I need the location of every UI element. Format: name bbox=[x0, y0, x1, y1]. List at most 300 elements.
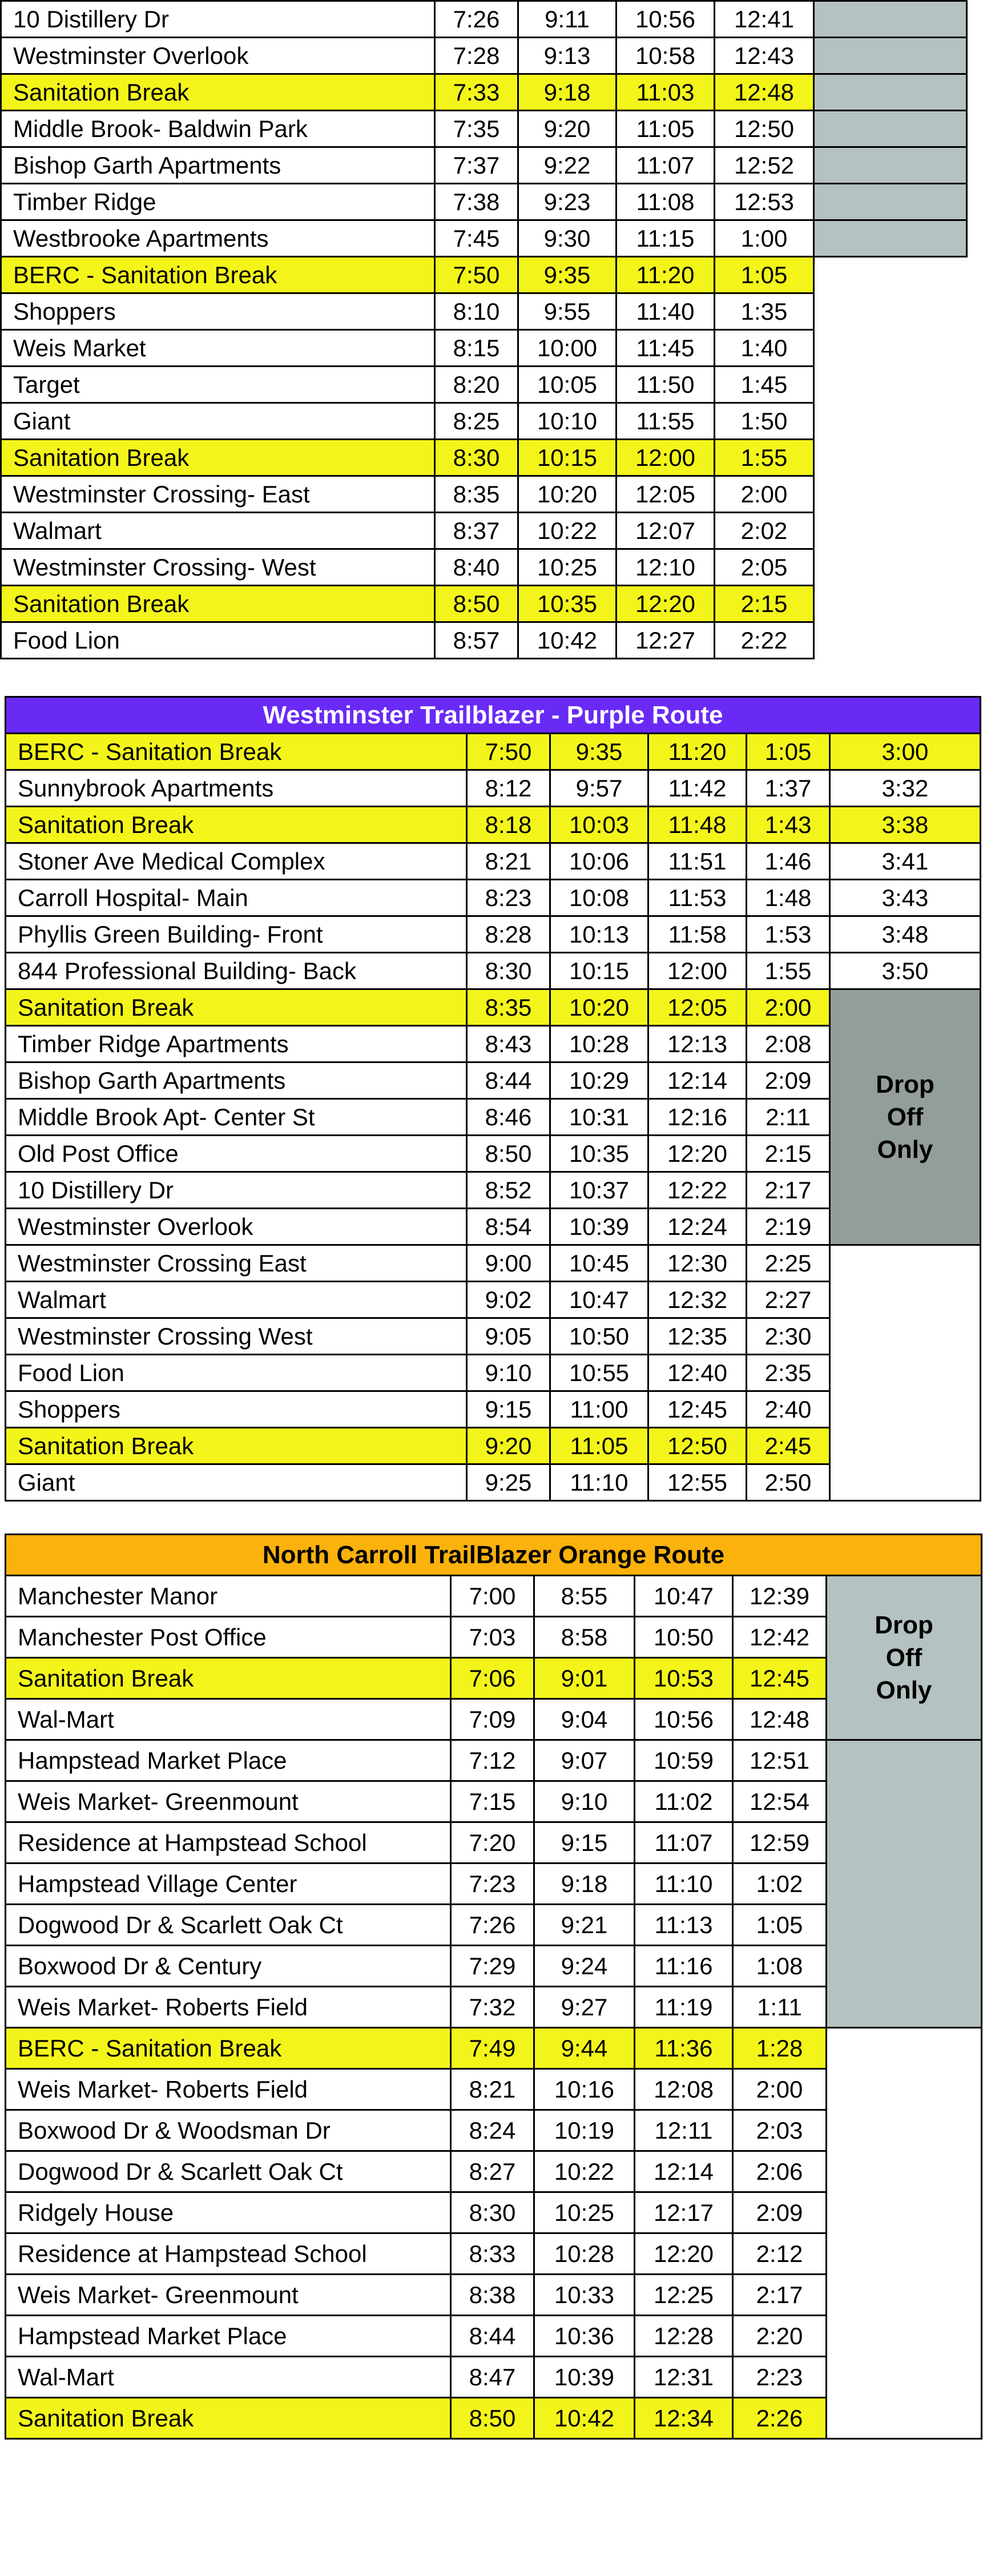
departure-time: 10:13 bbox=[550, 916, 648, 953]
stop-name: Sanitation Break bbox=[6, 1658, 451, 1699]
departure-time: 7:26 bbox=[451, 1905, 534, 1946]
table-row bbox=[1, 549, 967, 586]
stop-name: BERC - Sanitation Break bbox=[6, 2028, 451, 2069]
departure-time: 11:20 bbox=[648, 734, 747, 770]
stop-name: Walmart bbox=[1, 513, 435, 549]
departure-time: 9:57 bbox=[550, 770, 648, 807]
departure-time: 8:28 bbox=[467, 916, 550, 953]
departure-time: 7:12 bbox=[451, 1740, 534, 1781]
stop-name: Bishop Garth Apartments bbox=[6, 1062, 467, 1099]
table-row bbox=[1, 111, 967, 147]
departure-time: 12:40 bbox=[648, 1355, 747, 1391]
departure-time: 8:47 bbox=[451, 2357, 534, 2398]
departure-time: 1:43 bbox=[747, 807, 830, 843]
departure-time: 1:05 bbox=[747, 734, 830, 770]
departure-time: 8:12 bbox=[467, 770, 550, 807]
stop-name: Residence at Hampstead School bbox=[6, 1822, 451, 1863]
route-title: North Carroll TrailBlazer Orange Route bbox=[6, 1535, 982, 1576]
departure-time: 10:33 bbox=[534, 2275, 635, 2316]
table-row bbox=[6, 843, 981, 880]
side-cell bbox=[814, 513, 967, 549]
stop-name: Dogwood Dr & Scarlett Oak Ct bbox=[6, 1905, 451, 1946]
stop-name: Shoppers bbox=[6, 1391, 467, 1428]
departure-time: 11:15 bbox=[617, 220, 715, 257]
side-cell bbox=[814, 220, 967, 257]
departure-time: 1:05 bbox=[733, 1905, 827, 1946]
drop-off-word: Off bbox=[887, 1102, 924, 1131]
departure-time: 12:53 bbox=[715, 184, 814, 220]
departure-time: 8:44 bbox=[467, 1062, 550, 1099]
table-row bbox=[1, 330, 967, 367]
departure-time: 10:10 bbox=[518, 403, 617, 440]
drop-off-word: Off bbox=[885, 1643, 922, 1672]
stop-name: Giant bbox=[1, 403, 435, 440]
departure-time: 10:55 bbox=[550, 1355, 648, 1391]
departure-time: 9:18 bbox=[534, 1863, 635, 1905]
departure-time: 11:16 bbox=[635, 1946, 733, 1987]
departure-time: 9:13 bbox=[518, 38, 617, 74]
departure-time: 1:55 bbox=[715, 440, 814, 476]
departure-time: 11:02 bbox=[635, 1781, 733, 1822]
departure-time: 1:46 bbox=[747, 843, 830, 880]
departure-time: 12:48 bbox=[715, 74, 814, 111]
departure-time: 10:42 bbox=[534, 2398, 635, 2439]
departure-time: 7:20 bbox=[451, 1822, 534, 1863]
departure-time: 2:30 bbox=[747, 1318, 830, 1355]
departure-time: 10:56 bbox=[635, 1699, 733, 1740]
departure-time: 9:30 bbox=[518, 220, 617, 257]
stop-name: Sanitation Break bbox=[6, 1428, 467, 1464]
departure-time: 10:15 bbox=[518, 440, 617, 476]
stop-name: Phyllis Green Building- Front bbox=[6, 916, 467, 953]
stop-name: Sanitation Break bbox=[1, 440, 435, 476]
departure-time: 9:11 bbox=[518, 1, 617, 38]
departure-time: 2:50 bbox=[747, 1464, 830, 1501]
departure-time: 10:58 bbox=[617, 38, 715, 74]
departure-time: 11:03 bbox=[617, 74, 715, 111]
departure-time: 7:32 bbox=[451, 1987, 534, 2028]
stop-name: Sanitation Break bbox=[1, 74, 435, 111]
departure-time: 11:58 bbox=[648, 916, 747, 953]
departure-time: 7:09 bbox=[451, 1699, 534, 1740]
departure-time: 12:00 bbox=[648, 953, 747, 989]
departure-time: 1:08 bbox=[733, 1946, 827, 1987]
table-row bbox=[1, 622, 967, 659]
departure-time: 9:20 bbox=[467, 1428, 550, 1464]
departure-time: 9:07 bbox=[534, 1740, 635, 1781]
departure-time: 11:05 bbox=[550, 1428, 648, 1464]
table-row bbox=[1, 476, 967, 513]
departure-time: 10:22 bbox=[518, 513, 617, 549]
departure-time: 8:20 bbox=[435, 367, 518, 403]
departure-time: 2:09 bbox=[747, 1062, 830, 1099]
departure-time: 7:49 bbox=[451, 2028, 534, 2069]
table-row bbox=[1, 440, 967, 476]
table-row bbox=[1, 403, 967, 440]
departure-time: 2:05 bbox=[715, 549, 814, 586]
departure-time: 12:52 bbox=[715, 147, 814, 184]
stop-name: Boxwood Dr & Woodsman Dr bbox=[6, 2110, 451, 2151]
side-cell bbox=[814, 147, 967, 184]
departure-time: 12:20 bbox=[617, 586, 715, 622]
departure-time: 9:25 bbox=[467, 1464, 550, 1501]
stop-name: Westminster Overlook bbox=[6, 1209, 467, 1245]
departure-time: 12:54 bbox=[733, 1781, 827, 1822]
stop-name: Sanitation Break bbox=[6, 807, 467, 843]
side-cell bbox=[814, 549, 967, 586]
table-row bbox=[6, 734, 981, 770]
departure-time: 1:50 bbox=[715, 403, 814, 440]
stop-name: Weis Market- Roberts Field bbox=[6, 1987, 451, 2028]
departure-time: 2:06 bbox=[733, 2151, 827, 2192]
departure-time: 12:32 bbox=[648, 1282, 747, 1318]
departure-time: 10:22 bbox=[534, 2151, 635, 2192]
stop-name: Boxwood Dr & Century bbox=[6, 1946, 451, 1987]
stop-name: Westminster Overlook bbox=[1, 38, 435, 74]
departure-time: 1:00 bbox=[715, 220, 814, 257]
departure-time: 8:21 bbox=[451, 2069, 534, 2110]
table-row bbox=[1, 74, 967, 111]
stop-name: Westminster Crossing- West bbox=[1, 549, 435, 586]
table-row bbox=[1, 38, 967, 74]
table-row bbox=[6, 916, 981, 953]
departure-time: 11:08 bbox=[617, 184, 715, 220]
departure-time: 12:25 bbox=[635, 2275, 733, 2316]
departure-time: 9:24 bbox=[534, 1946, 635, 1987]
departure-time: 1:05 bbox=[715, 257, 814, 293]
departure-time: 8:38 bbox=[451, 2275, 534, 2316]
stop-name: Hampstead Village Center bbox=[6, 1863, 451, 1905]
departure-time: 3:41 bbox=[830, 843, 981, 880]
departure-time: 7:35 bbox=[435, 111, 518, 147]
departure-time: 12:48 bbox=[733, 1699, 827, 1740]
departure-time: 1:55 bbox=[747, 953, 830, 989]
departure-time: 9:35 bbox=[550, 734, 648, 770]
departure-time: 12:42 bbox=[733, 1617, 827, 1658]
departure-time: 10:35 bbox=[518, 586, 617, 622]
departure-time: 11:07 bbox=[635, 1822, 733, 1863]
departure-time: 12:24 bbox=[648, 1209, 747, 1245]
departure-time: 12:17 bbox=[635, 2192, 733, 2233]
departure-time: 10:06 bbox=[550, 843, 648, 880]
departure-time: 12:05 bbox=[648, 989, 747, 1026]
table-row bbox=[6, 770, 981, 807]
departure-time: 2:15 bbox=[715, 586, 814, 622]
table-row bbox=[1, 257, 967, 293]
stop-name: Food Lion bbox=[1, 622, 435, 659]
departure-time: 8:25 bbox=[435, 403, 518, 440]
departure-time: 11:05 bbox=[617, 111, 715, 147]
table-row bbox=[6, 953, 981, 989]
table-row bbox=[1, 513, 967, 549]
stop-name: Westminster Crossing East bbox=[6, 1245, 467, 1282]
departure-time: 12:14 bbox=[635, 2151, 733, 2192]
side-cell bbox=[814, 38, 967, 74]
departure-time: 10:45 bbox=[550, 1245, 648, 1282]
departure-time: 8:18 bbox=[467, 807, 550, 843]
departure-time: 10:50 bbox=[550, 1318, 648, 1355]
departure-time: 9:18 bbox=[518, 74, 617, 111]
side-cell bbox=[814, 74, 967, 111]
departure-time: 10:25 bbox=[534, 2192, 635, 2233]
departure-time: 1:53 bbox=[747, 916, 830, 953]
departure-time: 12:16 bbox=[648, 1099, 747, 1136]
departure-time: 2:19 bbox=[747, 1209, 830, 1245]
departure-time: 3:38 bbox=[830, 807, 981, 843]
departure-time: 7:15 bbox=[451, 1781, 534, 1822]
departure-time: 7:06 bbox=[451, 1658, 534, 1699]
departure-time: 12:00 bbox=[617, 440, 715, 476]
table-row bbox=[1, 184, 967, 220]
departure-time: 8:52 bbox=[467, 1172, 550, 1209]
departure-time: 1:11 bbox=[733, 1987, 827, 2028]
departure-time: 2:11 bbox=[747, 1099, 830, 1136]
departure-time: 7:50 bbox=[435, 257, 518, 293]
stop-name: 10 Distillery Dr bbox=[6, 1172, 467, 1209]
side-cell bbox=[814, 293, 967, 330]
table-row bbox=[1, 293, 967, 330]
side-cell bbox=[814, 257, 967, 293]
departure-time: 8:54 bbox=[467, 1209, 550, 1245]
departure-time: 11:07 bbox=[617, 147, 715, 184]
departure-time: 1:48 bbox=[747, 880, 830, 916]
table-row bbox=[6, 807, 981, 843]
stop-name: Manchester Manor bbox=[6, 1576, 451, 1617]
departure-time: 11:19 bbox=[635, 1987, 733, 2028]
departure-time: 9:27 bbox=[534, 1987, 635, 2028]
departure-time: 9:05 bbox=[467, 1318, 550, 1355]
table-row bbox=[1, 147, 967, 184]
departure-time: 3:50 bbox=[830, 953, 981, 989]
departure-time: 10:53 bbox=[635, 1658, 733, 1699]
departure-time: 10:05 bbox=[518, 367, 617, 403]
stop-name: Weis Market bbox=[1, 330, 435, 367]
departure-time: 10:37 bbox=[550, 1172, 648, 1209]
stop-name: Carroll Hospital- Main bbox=[6, 880, 467, 916]
stop-name: Weis Market- Greenmount bbox=[6, 1781, 451, 1822]
drop-off-word: Only bbox=[877, 1136, 933, 1164]
departure-time: 12:07 bbox=[617, 513, 715, 549]
departure-time: 12:20 bbox=[635, 2233, 733, 2275]
departure-time: 12:35 bbox=[648, 1318, 747, 1355]
drop-off-word: Drop bbox=[875, 1611, 933, 1639]
route-title: Westminster Trailblazer - Purple Route bbox=[6, 697, 981, 734]
stop-name: Stoner Ave Medical Complex bbox=[6, 843, 467, 880]
departure-time: 8:46 bbox=[467, 1099, 550, 1136]
departure-time: 9:15 bbox=[534, 1822, 635, 1863]
stop-name: Weis Market- Roberts Field bbox=[6, 2069, 451, 2110]
departure-time: 2:00 bbox=[715, 476, 814, 513]
departure-time: 8:44 bbox=[451, 2316, 534, 2357]
stop-name: Shoppers bbox=[1, 293, 435, 330]
departure-time: 12:27 bbox=[617, 622, 715, 659]
departure-time: 2:08 bbox=[747, 1026, 830, 1062]
departure-time: 7:45 bbox=[435, 220, 518, 257]
stop-name: Wal-Mart bbox=[6, 2357, 451, 2398]
schedule-table-continued bbox=[0, 0, 968, 659]
departure-time: 9:00 bbox=[467, 1245, 550, 1282]
departure-time: 8:40 bbox=[435, 549, 518, 586]
departure-time: 12:10 bbox=[617, 549, 715, 586]
table-row bbox=[1, 586, 967, 622]
departure-time: 12:41 bbox=[715, 1, 814, 38]
departure-time: 9:04 bbox=[534, 1699, 635, 1740]
stop-name: Westminster Crossing West bbox=[6, 1318, 467, 1355]
departure-time: 7:28 bbox=[435, 38, 518, 74]
departure-time: 9:10 bbox=[534, 1781, 635, 1822]
departure-time: 1:45 bbox=[715, 367, 814, 403]
departure-time: 7:33 bbox=[435, 74, 518, 111]
departure-time: 8:30 bbox=[435, 440, 518, 476]
departure-time: 11:10 bbox=[635, 1863, 733, 1905]
side-cell bbox=[814, 111, 967, 147]
departure-time: 2:17 bbox=[747, 1172, 830, 1209]
departure-time: 9:55 bbox=[518, 293, 617, 330]
departure-time: 11:50 bbox=[617, 367, 715, 403]
table-row bbox=[1, 367, 967, 403]
departure-time: 8:55 bbox=[534, 1576, 635, 1617]
stop-name: Sanitation Break bbox=[1, 586, 435, 622]
departure-time: 2:40 bbox=[747, 1391, 830, 1428]
stop-name: Food Lion bbox=[6, 1355, 467, 1391]
table-row bbox=[1, 220, 967, 257]
departure-time: 8:10 bbox=[435, 293, 518, 330]
stop-name: Manchester Post Office bbox=[6, 1617, 451, 1658]
departure-time: 12:43 bbox=[715, 38, 814, 74]
departure-time: 8:57 bbox=[435, 622, 518, 659]
departure-time: 3:43 bbox=[830, 880, 981, 916]
stop-name: Sanitation Break bbox=[6, 989, 467, 1026]
departure-time: 8:15 bbox=[435, 330, 518, 367]
departure-time: 9:21 bbox=[534, 1905, 635, 1946]
departure-time: 11:40 bbox=[617, 293, 715, 330]
departure-time: 10:31 bbox=[550, 1099, 648, 1136]
departure-time: 12:45 bbox=[733, 1658, 827, 1699]
departure-time: 10:20 bbox=[518, 476, 617, 513]
stop-name: Ridgely House bbox=[6, 2192, 451, 2233]
departure-time: 8:37 bbox=[435, 513, 518, 549]
departure-time: 12:51 bbox=[733, 1740, 827, 1781]
departure-time: 12:08 bbox=[635, 2069, 733, 2110]
departure-time: 9:01 bbox=[534, 1658, 635, 1699]
stop-name: Weis Market- Greenmount bbox=[6, 2275, 451, 2316]
departure-time: 10:16 bbox=[534, 2069, 635, 2110]
departure-time: 12:31 bbox=[635, 2357, 733, 2398]
stop-name: Old Post Office bbox=[6, 1136, 467, 1172]
departure-time: 7:26 bbox=[435, 1, 518, 38]
departure-time: 10:47 bbox=[550, 1282, 648, 1318]
departure-time: 10:56 bbox=[617, 1, 715, 38]
departure-time: 2:45 bbox=[747, 1428, 830, 1464]
departure-time: 8:24 bbox=[451, 2110, 534, 2151]
departure-time: 7:50 bbox=[467, 734, 550, 770]
departure-time: 9:02 bbox=[467, 1282, 550, 1318]
side-cell bbox=[814, 476, 967, 513]
departure-time: 12:11 bbox=[635, 2110, 733, 2151]
departure-time: 11:45 bbox=[617, 330, 715, 367]
departure-time: 12:05 bbox=[617, 476, 715, 513]
departure-time: 10:25 bbox=[518, 549, 617, 586]
table-row bbox=[1, 1, 967, 38]
drop-off-word: Drop bbox=[876, 1070, 934, 1098]
drop-off-word: Only bbox=[876, 1676, 932, 1705]
departure-time: 2:15 bbox=[747, 1136, 830, 1172]
departure-time: 3:00 bbox=[830, 734, 981, 770]
stop-name: Wal-Mart bbox=[6, 1699, 451, 1740]
departure-time: 11:55 bbox=[617, 403, 715, 440]
side-cell bbox=[814, 403, 967, 440]
departure-time: 2:12 bbox=[733, 2233, 827, 2275]
departure-time: 10:35 bbox=[550, 1136, 648, 1172]
departure-time: 10:36 bbox=[534, 2316, 635, 2357]
departure-time: 9:44 bbox=[534, 2028, 635, 2069]
departure-time: 8:33 bbox=[451, 2233, 534, 2275]
side-cell bbox=[814, 184, 967, 220]
purple-route-table bbox=[5, 696, 981, 1502]
departure-time: 12:20 bbox=[648, 1136, 747, 1172]
table-row bbox=[6, 2028, 982, 2069]
stop-name: Hampstead Market Place bbox=[6, 1740, 451, 1781]
departure-time: 10:50 bbox=[635, 1617, 733, 1658]
departure-time: 12:55 bbox=[648, 1464, 747, 1501]
stop-name: Giant bbox=[6, 1464, 467, 1501]
departure-time: 8:30 bbox=[467, 953, 550, 989]
departure-time: 10:20 bbox=[550, 989, 648, 1026]
departure-time: 10:39 bbox=[550, 1209, 648, 1245]
stop-name: Hampstead Market Place bbox=[6, 2316, 451, 2357]
departure-time: 11:36 bbox=[635, 2028, 733, 2069]
departure-time: 1:35 bbox=[715, 293, 814, 330]
departure-time: 2:22 bbox=[715, 622, 814, 659]
side-cell bbox=[827, 1740, 982, 2028]
departure-time: 2:00 bbox=[747, 989, 830, 1026]
departure-time: 11:42 bbox=[648, 770, 747, 807]
departure-time: 10:29 bbox=[550, 1062, 648, 1099]
side-cell bbox=[830, 1245, 981, 1501]
departure-time: 2:02 bbox=[715, 513, 814, 549]
departure-time: 8:35 bbox=[467, 989, 550, 1026]
stop-name: Sanitation Break bbox=[6, 2398, 451, 2439]
departure-time: 2:27 bbox=[747, 1282, 830, 1318]
table-row bbox=[6, 1740, 982, 1781]
stop-name: Walmart bbox=[6, 1282, 467, 1318]
departure-time: 10:42 bbox=[518, 622, 617, 659]
departure-time: 9:20 bbox=[518, 111, 617, 147]
departure-time: 2:00 bbox=[733, 2069, 827, 2110]
departure-time: 8:50 bbox=[451, 2398, 534, 2439]
departure-time: 10:08 bbox=[550, 880, 648, 916]
departure-time: 8:27 bbox=[451, 2151, 534, 2192]
departure-time: 8:30 bbox=[451, 2192, 534, 2233]
departure-time: 8:43 bbox=[467, 1026, 550, 1062]
departure-time: 8:50 bbox=[435, 586, 518, 622]
departure-time: 10:15 bbox=[550, 953, 648, 989]
departure-time: 12:50 bbox=[715, 111, 814, 147]
departure-time: 11:10 bbox=[550, 1464, 648, 1501]
departure-time: 9:10 bbox=[467, 1355, 550, 1391]
departure-time: 2:23 bbox=[733, 2357, 827, 2398]
departure-time: 8:21 bbox=[467, 843, 550, 880]
departure-time: 2:25 bbox=[747, 1245, 830, 1282]
departure-time: 9:22 bbox=[518, 147, 617, 184]
side-cell bbox=[827, 2028, 982, 2439]
stop-name: Middle Brook Apt- Center St bbox=[6, 1099, 467, 1136]
departure-time: 9:15 bbox=[467, 1391, 550, 1428]
stop-name: Westbrooke Apartments bbox=[1, 220, 435, 257]
side-cell bbox=[814, 586, 967, 622]
departure-time: 7:00 bbox=[451, 1576, 534, 1617]
departure-time: 11:48 bbox=[648, 807, 747, 843]
